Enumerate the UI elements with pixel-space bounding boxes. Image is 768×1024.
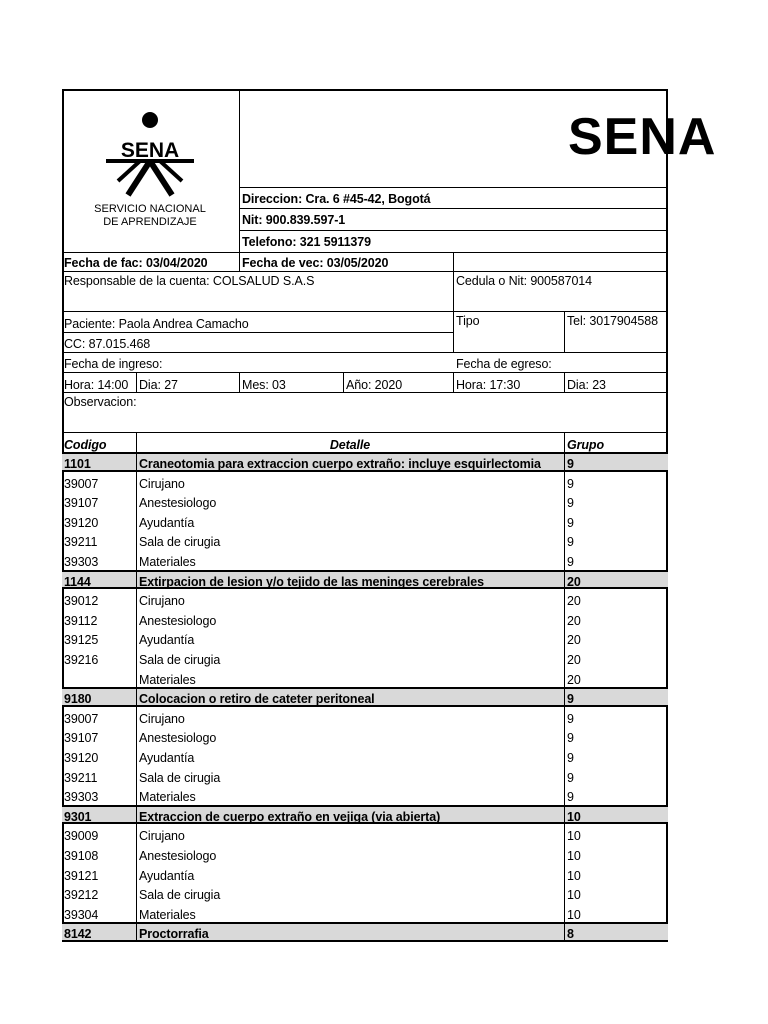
- cell-codigo: 39108: [64, 849, 99, 863]
- cell-codigo: 39211: [64, 535, 98, 549]
- dia-egreso: Dia: 23: [567, 378, 606, 392]
- cell-grupo: 9: [567, 731, 574, 745]
- cell-grupo: 9: [567, 790, 574, 804]
- cell-codigo: 39009: [64, 829, 99, 843]
- cell-grupo: 10: [567, 849, 581, 863]
- cell-detalle: Materiales: [139, 673, 196, 687]
- cell-detalle: Cirujano: [139, 829, 185, 843]
- cell-codigo: 39120: [64, 516, 99, 530]
- cell-codigo: 39303: [64, 555, 99, 569]
- tipo: Tipo: [456, 314, 480, 328]
- table-row: [62, 589, 668, 609]
- cell-codigo: 39007: [64, 712, 99, 726]
- cell-codigo: 39212: [64, 888, 99, 902]
- cell-detalle: Ayudantía: [139, 869, 195, 883]
- cell-detalle: Sala de cirugia: [139, 771, 221, 785]
- cell-detalle: Anestesiologo: [139, 731, 217, 745]
- logo-line1: SERVICIO NACIONAL: [94, 203, 206, 215]
- fecha-vec: Fecha de vec: 03/05/2020: [242, 256, 389, 270]
- cell-grupo: 10: [567, 908, 581, 922]
- nit: Nit: 900.839.597-1: [242, 213, 346, 227]
- table-row: [62, 550, 668, 570]
- cell-grupo: 20: [567, 594, 581, 608]
- cell-grupo: 9: [567, 477, 574, 491]
- cell-codigo: 39211: [64, 771, 98, 785]
- hora-egreso: Hora: 17:30: [456, 378, 521, 392]
- cell-detalle: Anestesiologo: [139, 849, 217, 863]
- cell-codigo: 39303: [64, 790, 99, 804]
- table-row: [62, 609, 668, 628]
- table-row: [62, 472, 668, 491]
- cell-codigo: 39125: [64, 633, 99, 647]
- table-row: [62, 824, 668, 844]
- cell-detalle: Craneotomia para extraccion cuerpo extraño: incluye esquirlectomia: [139, 457, 541, 471]
- cell-grupo: 20: [567, 575, 581, 589]
- table-row: [62, 864, 668, 883]
- table-row: [62, 746, 668, 766]
- cell-grupo: 10: [567, 810, 581, 824]
- hora-ingreso: Hora: 14:00: [64, 378, 129, 392]
- procedure-header-row: [62, 805, 668, 824]
- table-row: [62, 511, 668, 530]
- anio: Año: 2020: [346, 378, 403, 392]
- logo-line2: DE APRENDIZAJE: [103, 216, 197, 228]
- telefono: Telefono: 321 5911379: [242, 235, 371, 249]
- table-row: [62, 766, 668, 785]
- procedure-header-row: [62, 687, 668, 707]
- table-row: [62, 707, 668, 726]
- direccion: Direccion: Cra. 6 #45-42, Bogotá: [242, 192, 431, 206]
- cell-grupo: 20: [567, 633, 581, 647]
- cell-detalle: Materiales: [139, 908, 196, 922]
- cell-codigo: 39012: [64, 594, 99, 608]
- mes: Mes: 03: [242, 378, 286, 392]
- cell-codigo: 8142: [64, 927, 92, 941]
- cell-detalle: Anestesiologo: [139, 614, 217, 628]
- cell-detalle: Sala de cirugia: [139, 888, 221, 902]
- cell-detalle: Extirpacion de lesion y/o tejido de las meninges cerebrales: [139, 575, 484, 589]
- cell-detalle: Colocacion o retiro de cateter peritoneal: [139, 692, 375, 706]
- cell-grupo: 9: [567, 712, 574, 726]
- cell-detalle: Cirujano: [139, 477, 185, 491]
- table-row: [62, 530, 668, 550]
- cell-codigo: 1144: [64, 575, 91, 589]
- cell-detalle: Sala de cirugia: [139, 535, 221, 549]
- cell-detalle: Extraccion de cuerpo extraño en vejiga (via abierta): [139, 810, 441, 824]
- procedure-header-row: [62, 922, 668, 942]
- fecha-fac: Fecha de fac: 03/04/2020: [64, 256, 208, 270]
- sena-logo-icon: [82, 109, 222, 199]
- page-title: SENA: [568, 108, 717, 166]
- table-row: [62, 883, 668, 903]
- table-row: [62, 648, 668, 668]
- cell-detalle: Anestesiologo: [139, 496, 217, 510]
- cell-codigo: 39121: [64, 869, 99, 883]
- cell-codigo: 39304: [64, 908, 99, 922]
- cell-codigo: 39112: [64, 614, 98, 628]
- cell-grupo: 20: [567, 653, 581, 667]
- cell-codigo: 9180: [64, 692, 92, 706]
- procedure-header-row: [62, 570, 668, 589]
- cell-grupo: 10: [567, 829, 581, 843]
- cell-detalle: Materiales: [139, 555, 196, 569]
- paciente: Paciente: Paola Andrea Camacho: [64, 317, 249, 331]
- table-row: [62, 628, 668, 648]
- cedula-nit: Cedula o Nit: 900587014: [456, 274, 592, 288]
- observacion: Observacion:: [64, 395, 137, 409]
- cc: CC: 87.015.468: [64, 337, 151, 351]
- cell-codigo: 39120: [64, 751, 99, 765]
- logo-divider: [239, 89, 240, 252]
- cell-grupo: 8: [567, 927, 574, 941]
- logo-word: SENA: [120, 139, 180, 162]
- fecha-egreso: Fecha de egreso:: [456, 357, 552, 371]
- cell-detalle: Cirujano: [139, 594, 185, 608]
- col-grupo: Grupo: [567, 438, 604, 452]
- table-row: [62, 668, 668, 687]
- cell-grupo: 9: [567, 751, 574, 765]
- dia-ingreso: Dia: 27: [139, 378, 178, 392]
- table-row: [62, 785, 668, 805]
- col-codigo: Codigo: [64, 438, 107, 452]
- col-divider-1: [136, 432, 137, 942]
- cell-grupo: 9: [567, 496, 574, 510]
- cell-detalle: Ayudantía: [139, 751, 195, 765]
- cell-codigo: 39107: [64, 496, 99, 510]
- cell-grupo: 9: [567, 516, 574, 530]
- fecha-ingreso: Fecha de ingreso:: [64, 357, 163, 371]
- cell-grupo: 10: [567, 888, 581, 902]
- cell-grupo: 9: [567, 535, 574, 549]
- cell-grupo: 9: [567, 771, 574, 785]
- cell-grupo: 20: [567, 673, 581, 687]
- table-bottom-border: [62, 941, 668, 942]
- border-top: [62, 89, 668, 91]
- cell-grupo: 9: [567, 457, 574, 471]
- cell-codigo: 39107: [64, 731, 99, 745]
- cell-grupo: 9: [567, 692, 574, 706]
- cell-grupo: 20: [567, 614, 581, 628]
- tel: Tel: 3017904588: [567, 314, 658, 328]
- cell-grupo: 9: [567, 555, 574, 569]
- responsable: Responsable de la cuenta: COLSALUD S.A.S: [64, 274, 315, 288]
- cell-grupo: 10: [567, 869, 581, 883]
- table-row: [62, 844, 668, 864]
- cell-codigo: 39216: [64, 653, 99, 667]
- cell-codigo: 1101: [64, 457, 91, 471]
- cell-codigo: 9301: [64, 810, 92, 824]
- col-detalle: Detalle: [329, 438, 371, 452]
- cell-codigo: 39007: [64, 477, 99, 491]
- cell-detalle: Ayudantía: [139, 516, 195, 530]
- cell-detalle: Proctorrafia: [139, 927, 209, 941]
- cell-detalle: Materiales: [139, 790, 196, 804]
- cell-codigo: [62, 671, 135, 673]
- invoice-sheet: [62, 89, 717, 942]
- cell-detalle: Ayudantía: [139, 633, 195, 647]
- table-row: [62, 903, 668, 922]
- cell-detalle: Sala de cirugia: [139, 653, 221, 667]
- table-row: [62, 491, 668, 511]
- procedure-header-row: [62, 452, 668, 472]
- cell-detalle: Cirujano: [139, 712, 185, 726]
- col-divider-2: [564, 432, 565, 942]
- table-row: [62, 726, 668, 746]
